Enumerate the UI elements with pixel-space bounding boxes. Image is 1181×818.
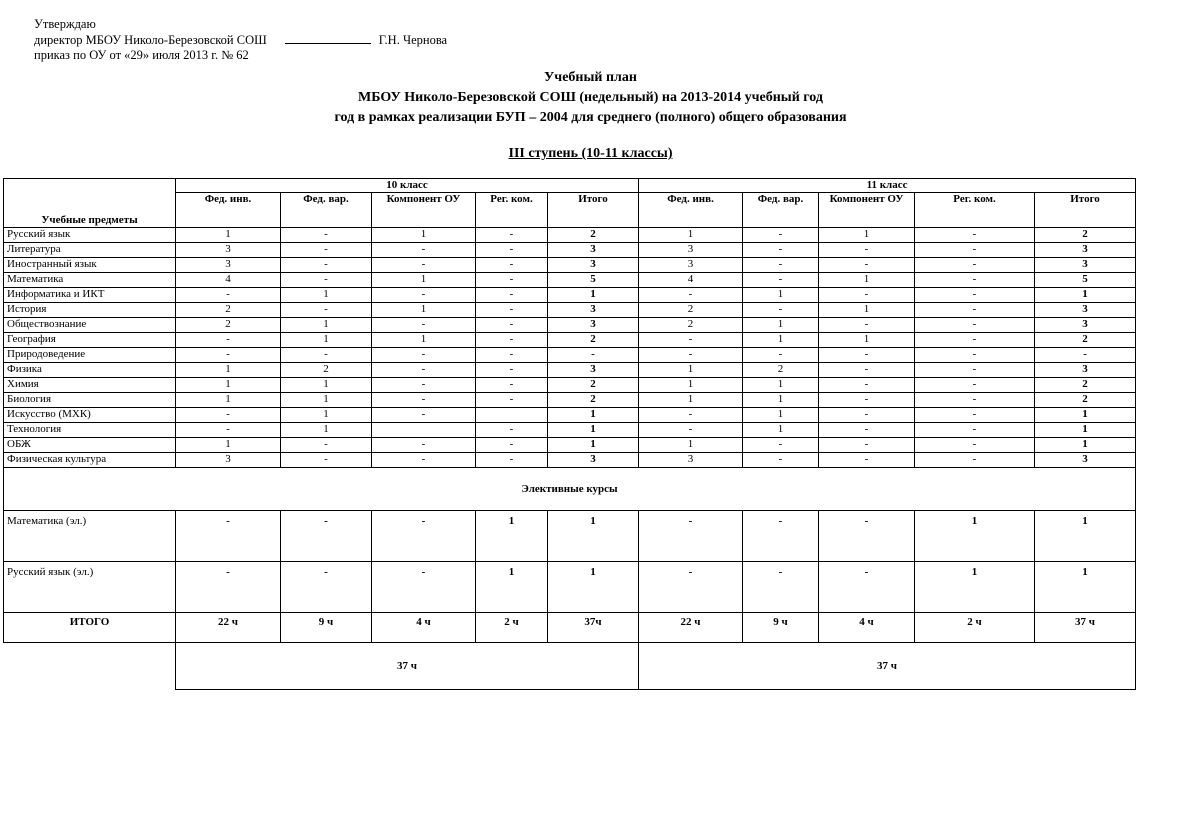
hours-cell: - bbox=[639, 333, 743, 348]
hours-cell: 1 bbox=[176, 363, 281, 378]
hours-cell: - bbox=[372, 562, 476, 613]
hours-cell: - bbox=[915, 453, 1035, 468]
hours-cell: - bbox=[915, 333, 1035, 348]
hours-cell: - bbox=[819, 438, 915, 453]
hours-cell: - bbox=[476, 258, 548, 273]
hours-cell: - bbox=[819, 423, 915, 438]
hours-cell: 2 bbox=[743, 363, 819, 378]
hours-cell: 2 bbox=[176, 303, 281, 318]
signature-line bbox=[285, 33, 371, 44]
hours-cell: - bbox=[281, 303, 372, 318]
subject-name: Физика bbox=[4, 363, 176, 378]
hours-cell: 4 bbox=[639, 273, 743, 288]
table-row bbox=[4, 511, 1136, 562]
hours-cell: 3 bbox=[548, 258, 639, 273]
hours-cell: 1 bbox=[281, 318, 372, 333]
hours-cell: 2 bbox=[548, 393, 639, 408]
subject-name: Русский язык bbox=[4, 228, 176, 243]
hours-cell: - bbox=[639, 511, 743, 562]
hours-cell: - bbox=[476, 333, 548, 348]
hours-cell: - bbox=[915, 408, 1035, 423]
table-row bbox=[4, 333, 1136, 348]
approval-order: приказ по ОУ от «29» июля 2013 г. № 62 bbox=[34, 48, 249, 62]
hours-cell: - bbox=[819, 288, 915, 303]
hours-cell: 1 bbox=[372, 303, 476, 318]
hours-cell: - bbox=[819, 378, 915, 393]
hours-cell: 3 bbox=[1035, 453, 1136, 468]
hours-cell: - bbox=[915, 348, 1035, 363]
subject-name: Русский язык (эл.) bbox=[4, 562, 176, 613]
hours-cell: - bbox=[743, 511, 819, 562]
hours-cell: 3 bbox=[548, 243, 639, 258]
subjects-header: Учебные предметы bbox=[4, 179, 176, 228]
hours-cell: 1 bbox=[548, 562, 639, 613]
col-header-reg-com-grade-11: Рег. ком. bbox=[915, 193, 1035, 228]
hours-cell: - bbox=[476, 378, 548, 393]
approval-position: директор МБОУ Николо-Березовской СОШ bbox=[34, 32, 267, 47]
hours-cell: - bbox=[281, 243, 372, 258]
subject-name: Обществознание bbox=[4, 318, 176, 333]
grade-10-sum: 37 ч bbox=[176, 643, 639, 690]
table-row bbox=[4, 348, 1136, 363]
hours-cell: 2 bbox=[548, 378, 639, 393]
hours-cell: 3 bbox=[176, 453, 281, 468]
hours-cell: - bbox=[915, 288, 1035, 303]
hours-cell bbox=[476, 408, 548, 423]
hours-cell: - bbox=[743, 438, 819, 453]
totals-row bbox=[4, 613, 1136, 643]
hours-cell: - bbox=[281, 258, 372, 273]
hours-cell: - bbox=[819, 393, 915, 408]
table-row bbox=[4, 258, 1136, 273]
hours-cell: 3 bbox=[1035, 243, 1136, 258]
hours-cell: - bbox=[372, 363, 476, 378]
hours-cell: 4 bbox=[176, 273, 281, 288]
hours-cell: 1 bbox=[548, 288, 639, 303]
hours-cell: - bbox=[819, 363, 915, 378]
hours-cell: 1 bbox=[176, 393, 281, 408]
hours-cell: 3 bbox=[639, 258, 743, 273]
hours-cell: - bbox=[372, 511, 476, 562]
subject-name: ОБЖ bbox=[4, 438, 176, 453]
hours-cell: 1 bbox=[743, 333, 819, 348]
hours-cell: - bbox=[819, 258, 915, 273]
col-header-fed-inv-grade-10: Фед. инв. bbox=[176, 193, 281, 228]
col-header-total-grade-10: Итого bbox=[548, 193, 639, 228]
total-cell: 37ч bbox=[548, 613, 639, 643]
table-row bbox=[4, 393, 1136, 408]
total-cell: 9 ч bbox=[743, 613, 819, 643]
hours-cell: 5 bbox=[1035, 273, 1136, 288]
hours-cell: - bbox=[819, 243, 915, 258]
hours-cell: - bbox=[476, 303, 548, 318]
subject-name: Физическая культура bbox=[4, 453, 176, 468]
hours-cell: 1 bbox=[372, 273, 476, 288]
hours-cell: - bbox=[819, 453, 915, 468]
hours-cell: - bbox=[372, 438, 476, 453]
hours-cell: - bbox=[281, 228, 372, 243]
stage-text: III ступень (10-11 классы) bbox=[508, 146, 673, 161]
hours-cell: - bbox=[476, 363, 548, 378]
hours-cell: 3 bbox=[548, 303, 639, 318]
hours-cell: - bbox=[281, 453, 372, 468]
hours-cell: 1 bbox=[476, 511, 548, 562]
hours-cell: - bbox=[915, 303, 1035, 318]
hours-cell: - bbox=[639, 408, 743, 423]
hours-cell: 1 bbox=[372, 228, 476, 243]
total-cell: 4 ч bbox=[372, 613, 476, 643]
table-row bbox=[4, 408, 1136, 423]
hours-cell: 2 bbox=[1035, 393, 1136, 408]
hours-cell: - bbox=[281, 562, 372, 613]
hours-cell: - bbox=[176, 348, 281, 363]
total-label: ИТОГО bbox=[4, 613, 176, 643]
hours-cell: - bbox=[639, 562, 743, 613]
hours-cell: 1 bbox=[176, 378, 281, 393]
hours-cell: 1 bbox=[743, 408, 819, 423]
hours-cell: - bbox=[915, 243, 1035, 258]
hours-cell: 2 bbox=[639, 303, 743, 318]
hours-cell: 1 bbox=[548, 423, 639, 438]
curriculum-table bbox=[3, 178, 1136, 690]
hours-cell: 3 bbox=[1035, 318, 1136, 333]
hours-cell: 1 bbox=[743, 393, 819, 408]
total-cell: 37 ч bbox=[1035, 613, 1136, 643]
hours-cell: 1 bbox=[743, 318, 819, 333]
total-cell: 4 ч bbox=[819, 613, 915, 643]
hours-cell: - bbox=[476, 288, 548, 303]
hours-cell: 3 bbox=[176, 258, 281, 273]
hours-cell: - bbox=[476, 393, 548, 408]
hours-cell: - bbox=[915, 258, 1035, 273]
table-row bbox=[4, 363, 1136, 378]
hours-cell: 1 bbox=[548, 511, 639, 562]
hours-cell: - bbox=[915, 228, 1035, 243]
col-header-reg-com-grade-10: Рег. ком. bbox=[476, 193, 548, 228]
hours-cell: 2 bbox=[1035, 333, 1136, 348]
hours-cell: 3 bbox=[1035, 258, 1136, 273]
col-header-fed-var-grade-11: Фед. вар. bbox=[743, 193, 819, 228]
hours-cell: - bbox=[476, 273, 548, 288]
hours-cell: 3 bbox=[548, 453, 639, 468]
hours-cell: 1 bbox=[281, 378, 372, 393]
stage-heading bbox=[0, 146, 1181, 162]
hours-cell: - bbox=[915, 423, 1035, 438]
col-header-component-ou-grade-10: Компонент ОУ bbox=[372, 193, 476, 228]
table-row bbox=[4, 273, 1136, 288]
hours-cell: 1 bbox=[639, 228, 743, 243]
title-line-1: Учебный план bbox=[544, 70, 637, 85]
hours-cell: - bbox=[743, 562, 819, 613]
subject-name: Биология bbox=[4, 393, 176, 408]
subject-name: Иностранный язык bbox=[4, 258, 176, 273]
subject-name: Природоведение bbox=[4, 348, 176, 363]
hours-cell: - bbox=[819, 562, 915, 613]
hours-cell: - bbox=[476, 453, 548, 468]
hours-cell: 3 bbox=[548, 363, 639, 378]
hours-cell: 3 bbox=[548, 318, 639, 333]
subject-name: Литература bbox=[4, 243, 176, 258]
subject-name: Информатика и ИКТ bbox=[4, 288, 176, 303]
hours-cell: 1 bbox=[915, 562, 1035, 613]
hours-cell: 1 bbox=[372, 333, 476, 348]
table-row bbox=[4, 378, 1136, 393]
hours-cell: - bbox=[176, 511, 281, 562]
total-cell: 22 ч bbox=[176, 613, 281, 643]
hours-cell: - bbox=[819, 318, 915, 333]
grade-11-sum: 37 ч bbox=[639, 643, 1136, 690]
subject-name: География bbox=[4, 333, 176, 348]
hours-cell: 1 bbox=[176, 438, 281, 453]
subject-name: Технология bbox=[4, 423, 176, 438]
hours-cell: 2 bbox=[1035, 378, 1136, 393]
hours-cell: 1 bbox=[548, 408, 639, 423]
hours-cell: - bbox=[743, 273, 819, 288]
hours-cell: 1 bbox=[176, 228, 281, 243]
total-cell: 9 ч bbox=[281, 613, 372, 643]
hours-cell: - bbox=[476, 228, 548, 243]
hours-cell: - bbox=[372, 258, 476, 273]
total-cell: 22 ч bbox=[639, 613, 743, 643]
hours-cell: 1 bbox=[743, 288, 819, 303]
hours-cell: - bbox=[639, 348, 743, 363]
hours-cell: - bbox=[281, 273, 372, 288]
hours-cell: 1 bbox=[639, 393, 743, 408]
table-row bbox=[4, 243, 1136, 258]
hours-cell: - bbox=[176, 288, 281, 303]
hours-cell: - bbox=[372, 393, 476, 408]
hours-cell: - bbox=[915, 318, 1035, 333]
hours-cell: - bbox=[639, 423, 743, 438]
hours-cell: - bbox=[819, 348, 915, 363]
hours-cell: 1 bbox=[819, 228, 915, 243]
hours-cell: - bbox=[281, 438, 372, 453]
hours-cell: - bbox=[476, 348, 548, 363]
hours-cell: 1 bbox=[1035, 288, 1136, 303]
grade-10-header: 10 класс bbox=[176, 179, 639, 193]
hours-cell: 1 bbox=[819, 303, 915, 318]
hours-cell: - bbox=[176, 423, 281, 438]
title-line-2: МБОУ Николо-Березовской СОШ (недельный) на 2013-2014 учебный год bbox=[358, 90, 823, 105]
hours-cell: - bbox=[372, 288, 476, 303]
hours-cell: - bbox=[915, 378, 1035, 393]
hours-cell: 3 bbox=[176, 243, 281, 258]
subject-name: История bbox=[4, 303, 176, 318]
hours-cell: - bbox=[176, 408, 281, 423]
hours-cell: - bbox=[743, 243, 819, 258]
hours-cell: 1 bbox=[743, 378, 819, 393]
hours-cell: 1 bbox=[281, 423, 372, 438]
col-header-total-grade-11: Итого bbox=[1035, 193, 1136, 228]
hours-cell: - bbox=[176, 333, 281, 348]
hours-cell: - bbox=[915, 438, 1035, 453]
hours-cell: 2 bbox=[548, 333, 639, 348]
hours-cell: 5 bbox=[548, 273, 639, 288]
blank-cell bbox=[4, 643, 176, 690]
hours-cell: 1 bbox=[1035, 562, 1136, 613]
hours-cell: 1 bbox=[281, 408, 372, 423]
hours-cell: 1 bbox=[548, 438, 639, 453]
approval-heading: Утверждаю bbox=[34, 17, 96, 31]
hours-cell: 1 bbox=[819, 333, 915, 348]
hours-cell: - bbox=[372, 378, 476, 393]
hours-cell: 1 bbox=[281, 333, 372, 348]
table-row bbox=[4, 318, 1136, 333]
hours-cell: - bbox=[476, 423, 548, 438]
hours-cell: 2 bbox=[548, 228, 639, 243]
hours-cell: - bbox=[639, 288, 743, 303]
hours-cell: 1 bbox=[1035, 438, 1136, 453]
subject-name: Искусство (МХК) bbox=[4, 408, 176, 423]
hours-cell: - bbox=[743, 303, 819, 318]
table-row bbox=[4, 303, 1136, 318]
hours-cell: 1 bbox=[1035, 511, 1136, 562]
document-title bbox=[0, 68, 1181, 128]
hours-cell: - bbox=[915, 273, 1035, 288]
hours-cell: 1 bbox=[281, 288, 372, 303]
hours-cell: - bbox=[915, 363, 1035, 378]
hours-cell: 1 bbox=[281, 393, 372, 408]
hours-cell: - bbox=[819, 511, 915, 562]
hours-cell: 1 bbox=[915, 511, 1035, 562]
hours-cell bbox=[372, 423, 476, 438]
hours-cell: - bbox=[476, 243, 548, 258]
hours-cell: - bbox=[476, 318, 548, 333]
hours-cell: 1 bbox=[639, 363, 743, 378]
subject-name: Химия bbox=[4, 378, 176, 393]
hours-cell: 1 bbox=[639, 438, 743, 453]
hours-cell: - bbox=[372, 348, 476, 363]
table-row bbox=[4, 438, 1136, 453]
table-row bbox=[4, 423, 1136, 438]
table-row bbox=[4, 453, 1136, 468]
hours-cell: - bbox=[281, 511, 372, 562]
hours-cell: 1 bbox=[743, 423, 819, 438]
hours-cell: 2 bbox=[639, 318, 743, 333]
electives-header: Элективные курсы bbox=[4, 468, 1136, 511]
hours-cell: 1 bbox=[1035, 408, 1136, 423]
hours-cell: - bbox=[476, 438, 548, 453]
hours-cell: 3 bbox=[639, 243, 743, 258]
hours-cell: - bbox=[743, 228, 819, 243]
hours-cell: - bbox=[372, 453, 476, 468]
col-header-component-ou-grade-11: Компонент ОУ bbox=[819, 193, 915, 228]
approval-name: Г.Н. Чернова bbox=[378, 32, 448, 47]
subject-name: Математика bbox=[4, 273, 176, 288]
hours-cell: - bbox=[372, 318, 476, 333]
hours-cell: - bbox=[372, 243, 476, 258]
approval-position-line bbox=[34, 33, 447, 49]
grade-sum-row bbox=[4, 643, 1136, 690]
hours-cell: 2 bbox=[281, 363, 372, 378]
hours-cell: - bbox=[176, 562, 281, 613]
hours-cell: - bbox=[915, 393, 1035, 408]
hours-cell: 1 bbox=[639, 378, 743, 393]
hours-cell: 3 bbox=[1035, 363, 1136, 378]
col-header-fed-var-grade-10: Фед. вар. bbox=[281, 193, 372, 228]
hours-cell: 3 bbox=[1035, 303, 1136, 318]
col-header-fed-inv-grade-11: Фед. инв. bbox=[639, 193, 743, 228]
total-cell: 2 ч bbox=[915, 613, 1035, 643]
table-row bbox=[4, 562, 1136, 613]
hours-cell: 1 bbox=[476, 562, 548, 613]
hours-cell: - bbox=[372, 408, 476, 423]
approval-block bbox=[34, 17, 447, 64]
hours-cell: 3 bbox=[639, 453, 743, 468]
title-line-3: год в рамках реализации БУП – 2004 для среднего (полного) общего образования bbox=[334, 110, 847, 125]
hours-cell: - bbox=[819, 408, 915, 423]
hours-cell: 2 bbox=[1035, 228, 1136, 243]
total-cell: 2 ч bbox=[476, 613, 548, 643]
hours-cell: - bbox=[548, 348, 639, 363]
hours-cell: - bbox=[743, 258, 819, 273]
hours-cell: 1 bbox=[1035, 423, 1136, 438]
grade-11-header: 11 класс bbox=[639, 179, 1136, 193]
table-row bbox=[4, 288, 1136, 303]
hours-cell: - bbox=[743, 453, 819, 468]
hours-cell: - bbox=[1035, 348, 1136, 363]
hours-cell: - bbox=[281, 348, 372, 363]
table-row bbox=[4, 228, 1136, 243]
hours-cell: - bbox=[743, 348, 819, 363]
hours-cell: 2 bbox=[176, 318, 281, 333]
subject-name: Математика (эл.) bbox=[4, 511, 176, 562]
hours-cell: 1 bbox=[819, 273, 915, 288]
